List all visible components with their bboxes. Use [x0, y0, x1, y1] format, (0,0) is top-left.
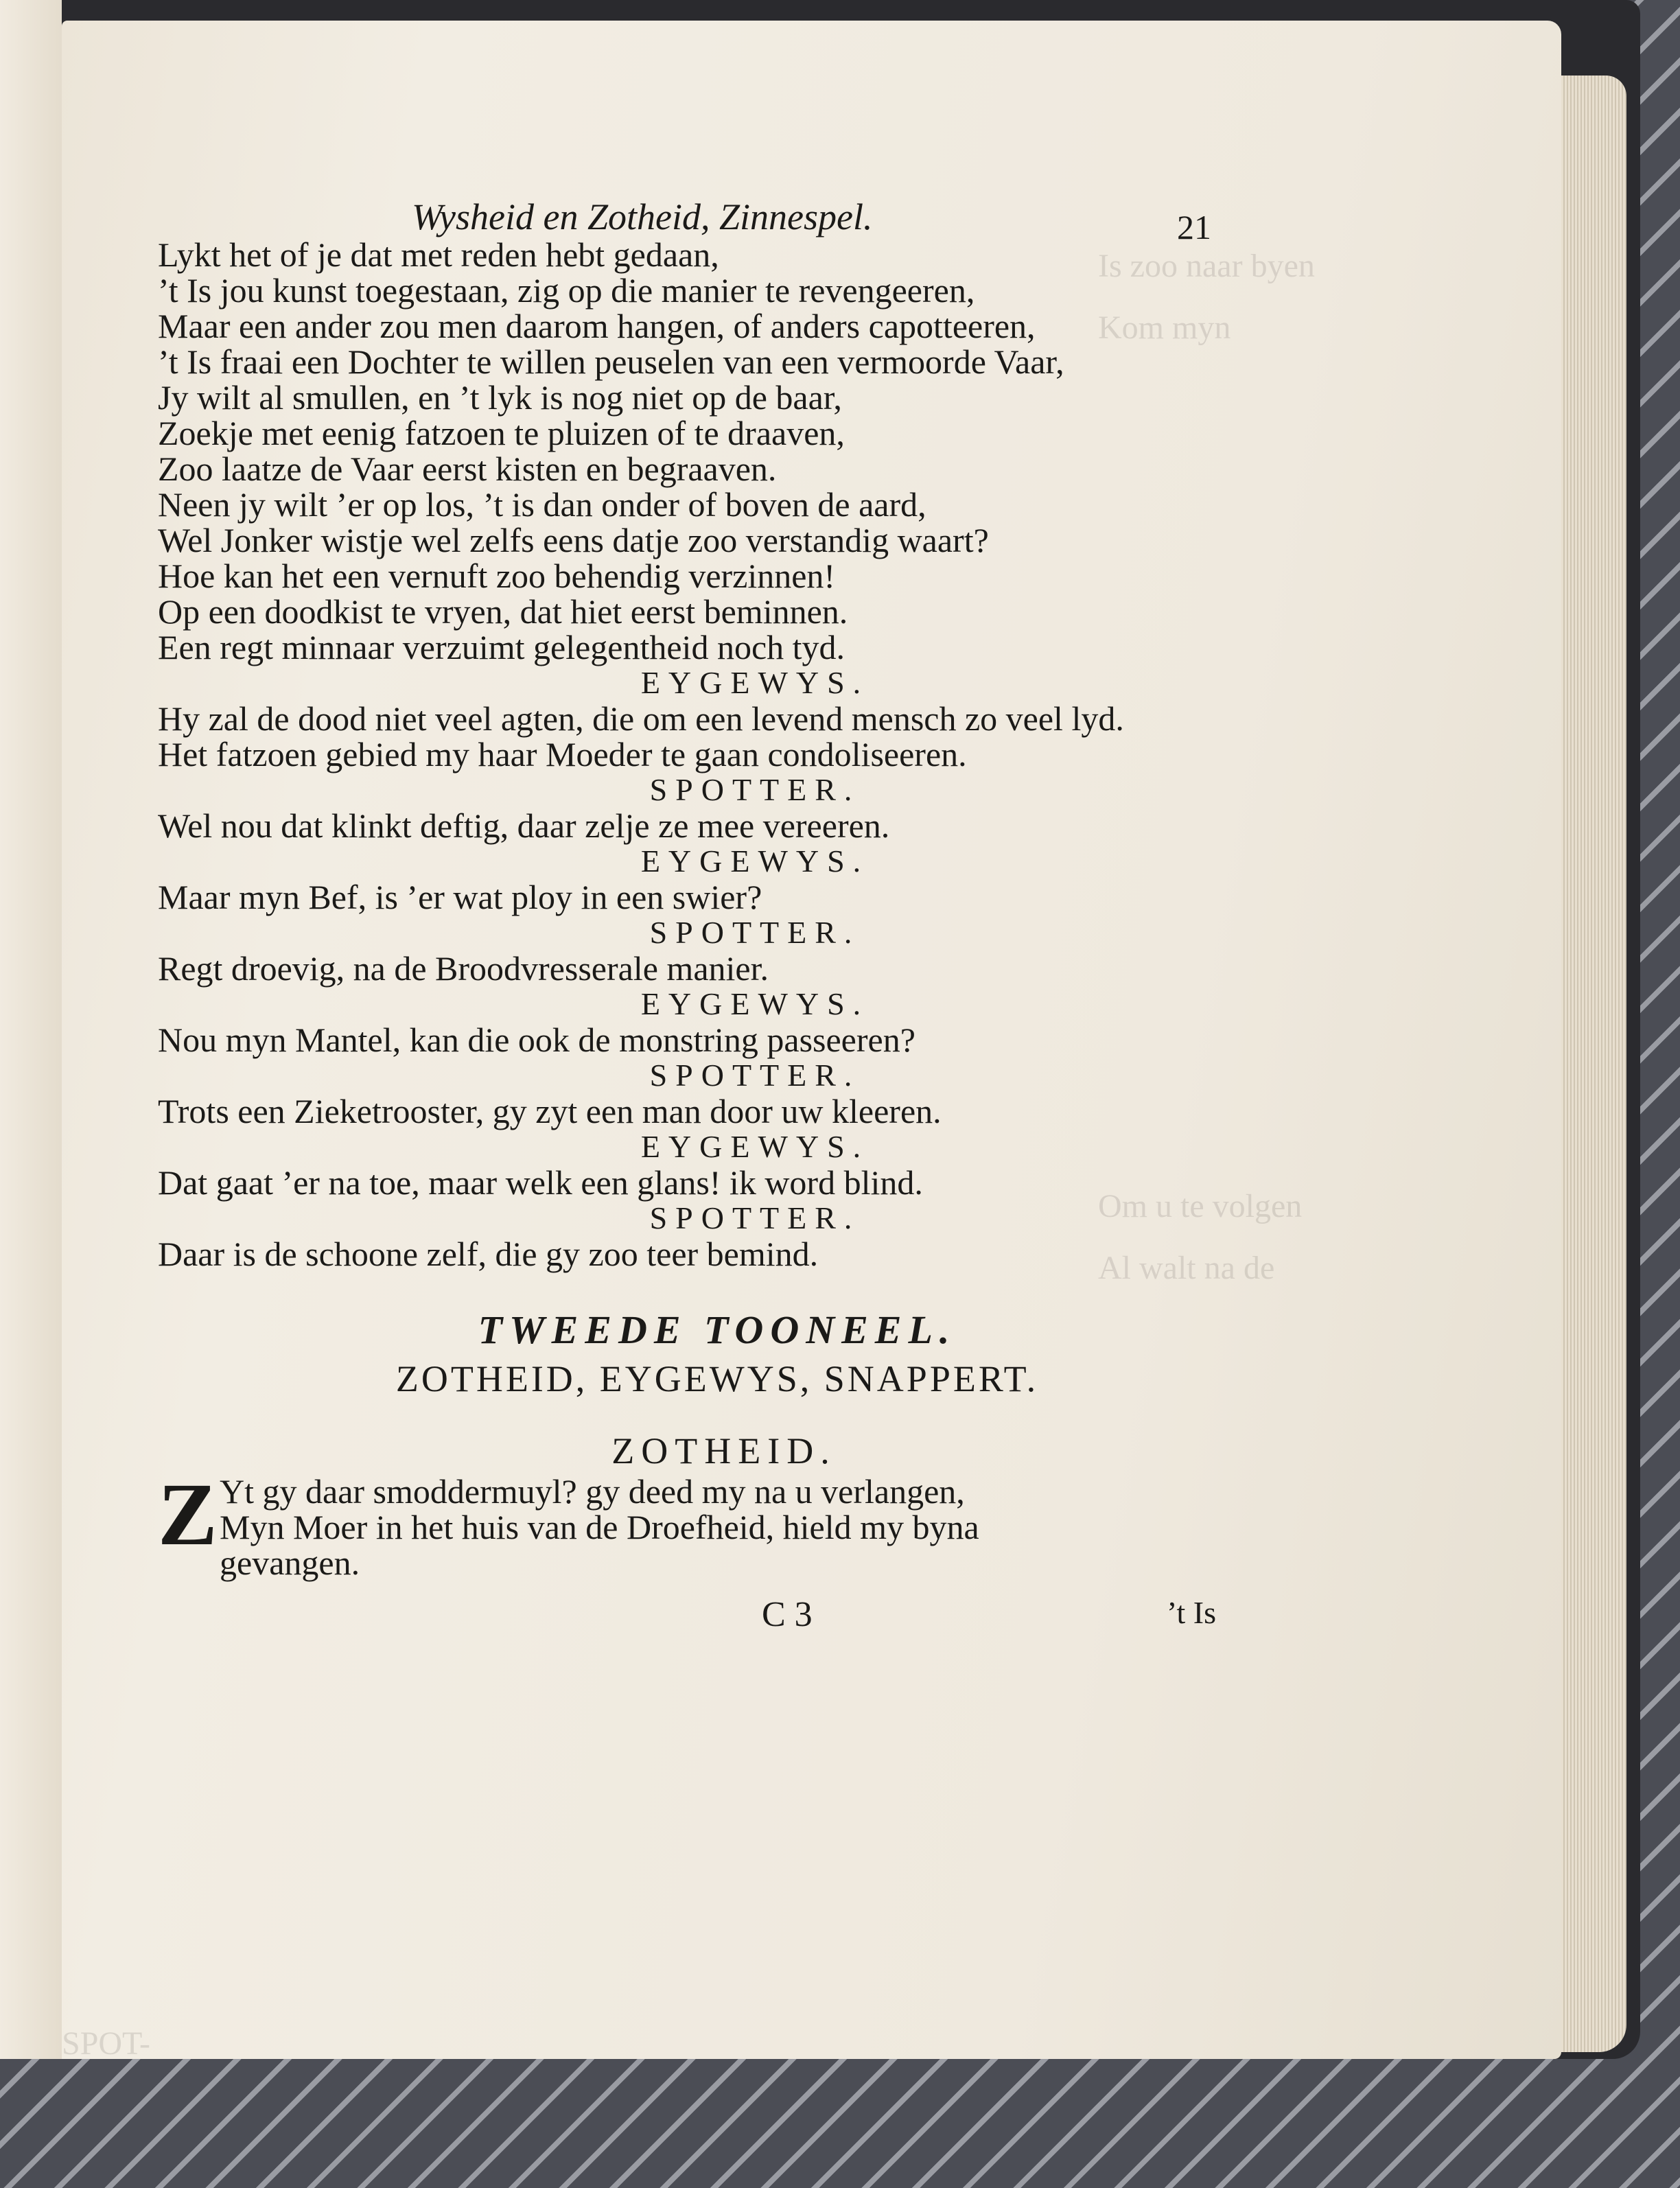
speaker-name: SPOTTER.: [649, 915, 861, 950]
verse-line: Dat gaat ’er na toe, maar welk een glans! ik word blind.: [158, 1163, 923, 1202]
page-footer: [158, 1594, 1228, 1642]
opening-line: Yt gy daar smoddermuyl? gy deed my na u verlangen,: [220, 1472, 965, 1511]
scene-cast: ZOTHEID, EYGEWYS, SNAPPERT.: [395, 1358, 1039, 1399]
scene-speaker: ZOTHEID.: [611, 1430, 837, 1471]
bleed-through-text: Is zoo naar byen: [1098, 248, 1315, 284]
bleed-through-text: SPOT-: [62, 2025, 150, 2062]
speaker-name: EYGEWYS.: [640, 843, 870, 878]
page-number: 21: [1177, 208, 1211, 246]
bleed-through-text: Kom myn: [1098, 310, 1231, 346]
opening-line: gevangen.: [220, 1544, 360, 1582]
text-block: [158, 235, 1231, 1642]
verse-line: Het fatzoen gebied my haar Moeder te gaan condoliseeren.: [158, 735, 967, 773]
verse-line: Hy zal de dood niet veel agten, die om een levend mensch zo veel lyd.: [158, 699, 1124, 738]
verse-line: Wel Jonker wistje wel zelfs eens datje zoo verstandig waart?: [158, 521, 989, 559]
speaker-name: EYGEWYS.: [640, 986, 870, 1021]
running-head: Wysheid en Zotheid, Zinnespel.: [412, 196, 873, 237]
verse-line: ’t Is jou kunst toegestaan, zig op die manier te revengeeren,: [158, 271, 975, 310]
drop-cap: Z: [158, 1465, 218, 1564]
verse-line: Zoekje met eenig fatzoen te pluizen of te draaven,: [158, 414, 845, 452]
speaker-name: SPOTTER.: [649, 1200, 861, 1235]
verse-line: Wel nou dat klinkt deftig, daar zelje ze mee vereeren.: [158, 806, 890, 845]
speaker-name: EYGEWYS.: [640, 665, 870, 700]
opening-line: Myn Moer in het huis van de Droefheid, hield my byna: [220, 1508, 979, 1546]
opening-speech: [158, 1465, 1228, 1582]
signature-mark: C 3: [762, 1595, 813, 1634]
verse-line: Op een doodkist te vryen, dat hiet eerst beminnen.: [158, 592, 848, 631]
verse-line: Daar is de schoone zelf, die gy zoo teer bemind.: [158, 1235, 819, 1273]
scene-title: TWEEDE TOONEEL.: [478, 1307, 957, 1352]
verse-line: Regt droevig, na de Broodvresserale manier.: [158, 949, 769, 988]
speaker-name: SPOTTER.: [649, 1058, 861, 1093]
bleed-through-text: Al walt na de: [1098, 1250, 1275, 1286]
facing-page-edge: [0, 0, 62, 2059]
verse-line: Een regt minnaar verzuimt gelegentheid noch tyd.: [158, 628, 845, 666]
speaker-name: SPOTTER.: [649, 772, 861, 807]
catchword: ’t Is: [1167, 1595, 1216, 1630]
bleed-through-text: Om u te volgen: [1098, 1188, 1303, 1224]
verse-line: Maar myn Bef, is ’er wat ploy in een swier?: [158, 878, 762, 916]
speaker-name: EYGEWYS.: [640, 1129, 870, 1164]
verse-line: Zoo laatze de Vaar eerst kisten en begraaven.: [158, 450, 777, 488]
verse-line: Trots een Zieketrooster, gy zyt een man door uw kleeren.: [158, 1092, 942, 1130]
verse-line: Neen jy wilt ’er op los, ’t is dan onder of boven de aard,: [158, 485, 926, 524]
verse-line: Nou myn Mantel, kan die ook de monstring passeeren?: [158, 1021, 915, 1059]
verse-line: ’t Is fraai een Dochter te willen peuselen van een vermoorde Vaar,: [158, 342, 1064, 381]
verse-line: Lykt het of je dat met reden hebt gedaan,: [158, 235, 719, 274]
verse-lines: [158, 235, 1231, 1273]
verse-line: Jy wilt al smullen, en ’t lyk is nog niet op de baar,: [158, 378, 842, 417]
verse-line: Maar een ander zou men daarom hangen, of anders capotteeren,: [158, 307, 1036, 345]
verse-line: Hoe kan het een vernuft zoo behendig verzinnen!: [158, 557, 836, 595]
